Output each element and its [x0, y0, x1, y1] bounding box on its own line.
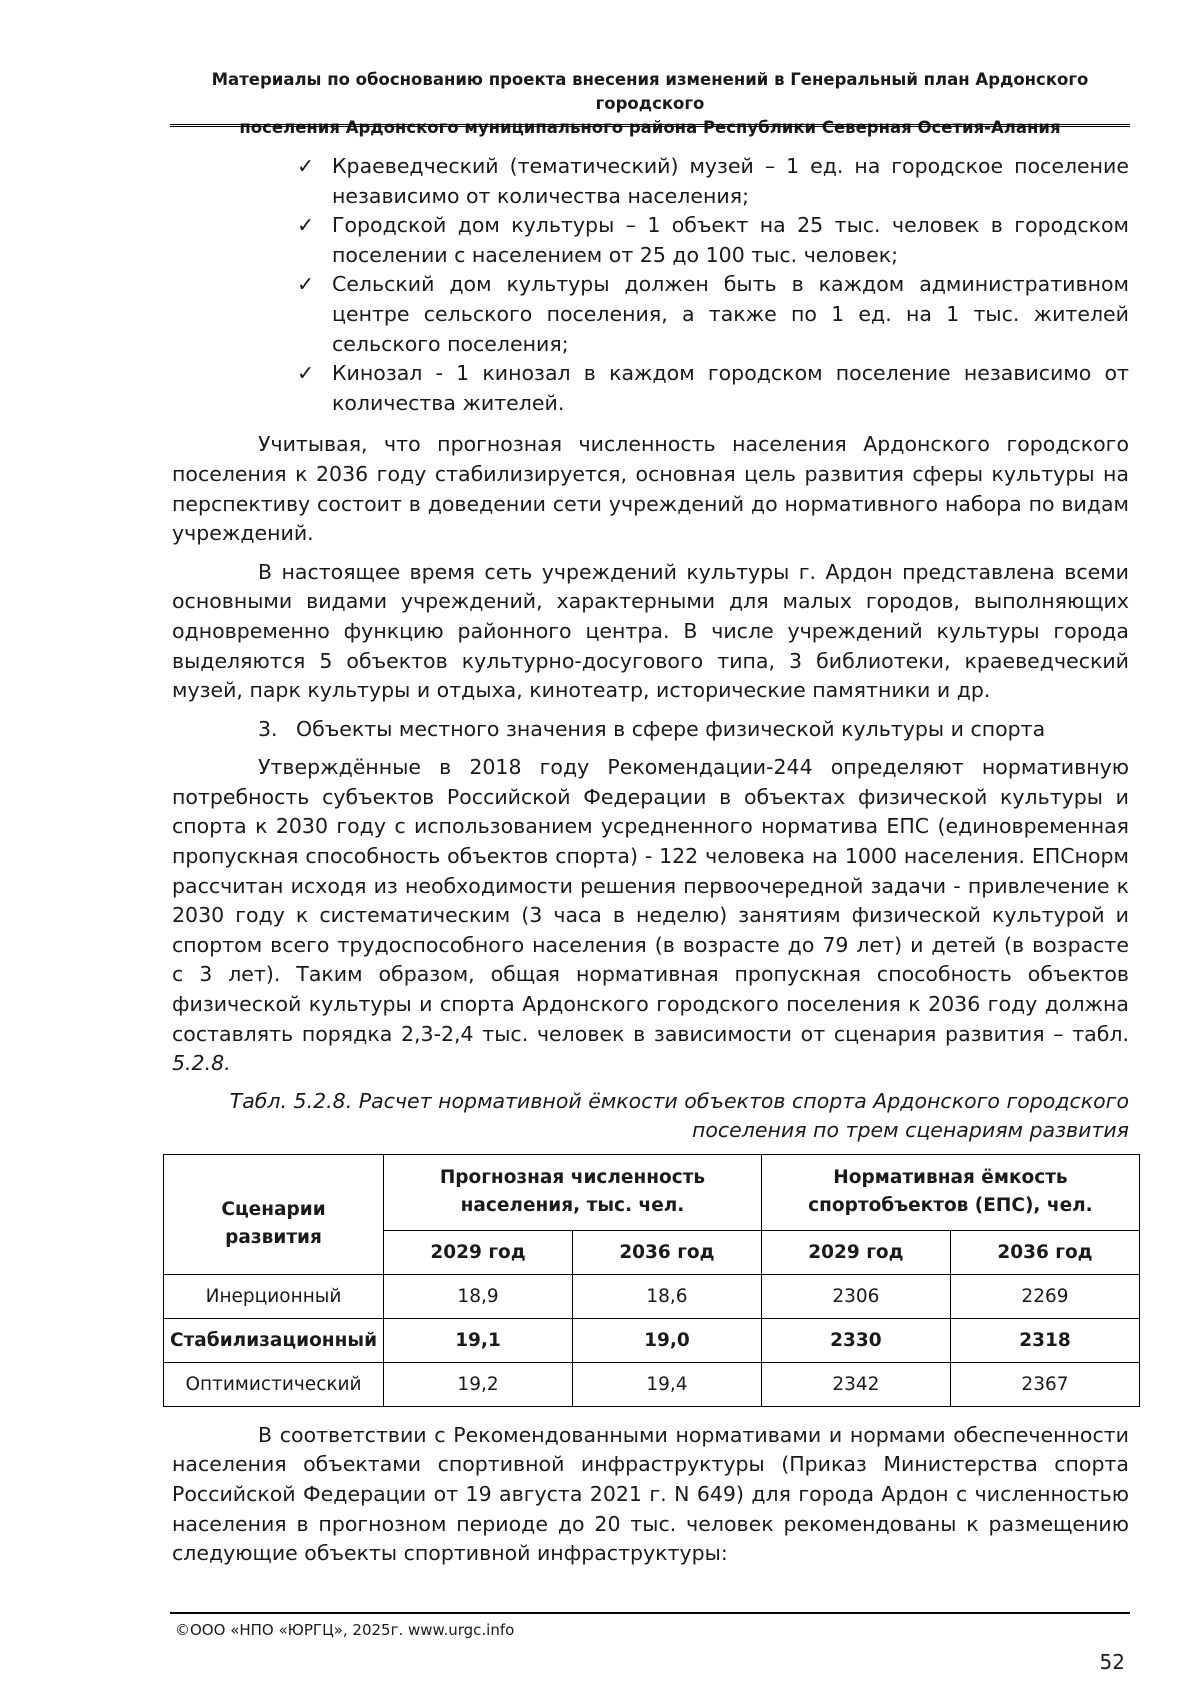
section-title: Объекты местного значения в сфере физической культуры и спорта [296, 716, 1046, 741]
table-cell: 2269 [950, 1274, 1139, 1318]
section-number: 3. [258, 716, 278, 741]
table-cell: 19,4 [572, 1362, 761, 1406]
footer-divider [170, 1612, 1130, 1615]
check-icon: ✓ [297, 154, 315, 178]
check-icon: ✓ [297, 272, 315, 297]
table-cell: 19,1 [384, 1318, 573, 1362]
scenario-name: Стабилизационный [164, 1318, 384, 1362]
paragraph-sport-norms-text: Утверждённые в 2018 году Рекомендации-244 определяют нормативную потребность субъектов Российской Федерации в объектах физической культуры и спорта к 2030 году с использованием усредненного норматива ЕПС (единовременная пропускная способность объектов спорта) - 122 человека на 1000 населения. ЕПСнорм рассчитан исходя из необходимости решения первоочередной задачи - привлечение к 2030 году к систематическим (3 часа в неделю) занятиям физической культурой и спортом всего трудоспособного населения (в возрасте до 79 лет) и детей (в возрасте с 3 лет). Таким образом, общая нормативная пропускная способность объектов физической культуры и спорта Ардонского городского поселения к 2036 году должна составлять порядка 2,3-2,4 тыс. человек в зависимости от сценария развития – табл. [172, 755, 1129, 1046]
table-row [164, 1362, 1140, 1406]
table-cell: 18,6 [572, 1274, 761, 1318]
header-scenario: Сценарии развития [164, 1154, 384, 1274]
table-cell: 2318 [950, 1318, 1139, 1362]
main-content [172, 152, 1129, 1569]
checklist-item-text: Кинозал - 1 кинозал в каждом городском поселение независимо от количества жителей. [332, 361, 1129, 415]
norms-checklist [297, 152, 1129, 418]
header-line-1: Материалы по обоснованию проекта внесения изменений в Генеральный план Ардонского городского [211, 70, 1089, 113]
header-population: Прогнозная численность населения, тыс. чел. [384, 1154, 762, 1230]
table-reference: 5.2.8. [172, 1051, 231, 1076]
header-year: 2036 год [950, 1230, 1139, 1274]
paragraph-sport-norms [172, 753, 1129, 1079]
table-cell: 2306 [761, 1274, 950, 1318]
header-line-2: поселения Ардонского муниципального района Республики Северная Осетия-Алания [239, 118, 1061, 137]
table-header-row [164, 1154, 1140, 1230]
page-number: 52 [1099, 1650, 1125, 1674]
checklist-item-text: Сельский дом культуры должен быть в каждом административном центре сельского поселения, а также по 1 ед. на 1 тыс. жителей сельского поселения; [332, 272, 1129, 356]
header-year: 2036 год [572, 1230, 761, 1274]
table-cell: 19,0 [572, 1318, 761, 1362]
table-cell: 19,2 [384, 1362, 573, 1406]
header-year: 2029 год [761, 1230, 950, 1274]
table-caption: Табл. 5.2.8. Расчет нормативной ёмкости объектов спорта Ардонского городского поселения по трем сценариям развития [229, 1088, 1129, 1142]
scenario-name: Инерционный [164, 1274, 384, 1318]
table-cell: 2342 [761, 1362, 950, 1406]
checklist-item-text: Краеведческий (тематический) музей – 1 ед. на городское поселение независимо от количества населения; [332, 154, 1129, 208]
header-divider [170, 124, 1130, 127]
checklist-item [297, 359, 1129, 418]
table-cell: 2330 [761, 1318, 950, 1362]
scenario-name: Оптимистический [164, 1362, 384, 1406]
header-capacity: Нормативная ёмкость спортобъектов (ЕПС), чел. [761, 1154, 1139, 1230]
paragraph-culture-goal: Учитывая, что прогнозная численность населения Ардонского городского поселения к 2036 году стабилизируется, основная цель развития сферы культуры на перспективу состоит в доведении сети учреждений до нормативного набора по видам учреждений. [172, 432, 1129, 546]
checklist-item [297, 211, 1129, 270]
sport-capacity-table [163, 1154, 1140, 1407]
paragraph-sport-recommendations: В соответствии с Рекомендованными нормативами и нормами обеспеченности населения объектами спортивной инфраструктуры (Приказ Министерства спорта Российской Федерации от 19 августа 2021 г. N 649) для города Ардон с численностью населения в прогнозном периоде до 20 тыс. человек рекомендованы к размещению следующие объекты спортивной инфраструктуры: [172, 1422, 1129, 1566]
table-row [164, 1274, 1140, 1318]
paragraph-culture-network: В настоящее время сеть учреждений культуры г. Ардон представлена всеми основными видами учреждений, характерными для малых городов, выполняющих одновременно функцию районного центра. В числе учреждений культуры города выделяются 5 объектов культурно-досугового типа, 3 библиотеки, краеведческий музей, парк культуры и отдыха, кинотеатр, исторические памятники и др. [172, 559, 1129, 703]
table-row [164, 1318, 1140, 1362]
section-heading [172, 715, 1129, 745]
check-icon: ✓ [297, 361, 315, 386]
footer-copyright: ©ООО «НПО «ЮРГЦ», 2025г. www.urgc.info [175, 1621, 515, 1639]
checklist-item [297, 152, 1129, 211]
checklist-item [297, 270, 1129, 359]
header-year: 2029 год [384, 1230, 573, 1274]
table-cell: 2367 [950, 1362, 1139, 1406]
table-cell: 18,9 [384, 1274, 573, 1318]
document-header [170, 68, 1130, 140]
checklist-item-text: Городской дом культуры – 1 объект на 25 тыс. человек в городском поселении с населением от 25 до 100 тыс. человек; [332, 213, 1129, 267]
check-icon: ✓ [297, 213, 315, 238]
